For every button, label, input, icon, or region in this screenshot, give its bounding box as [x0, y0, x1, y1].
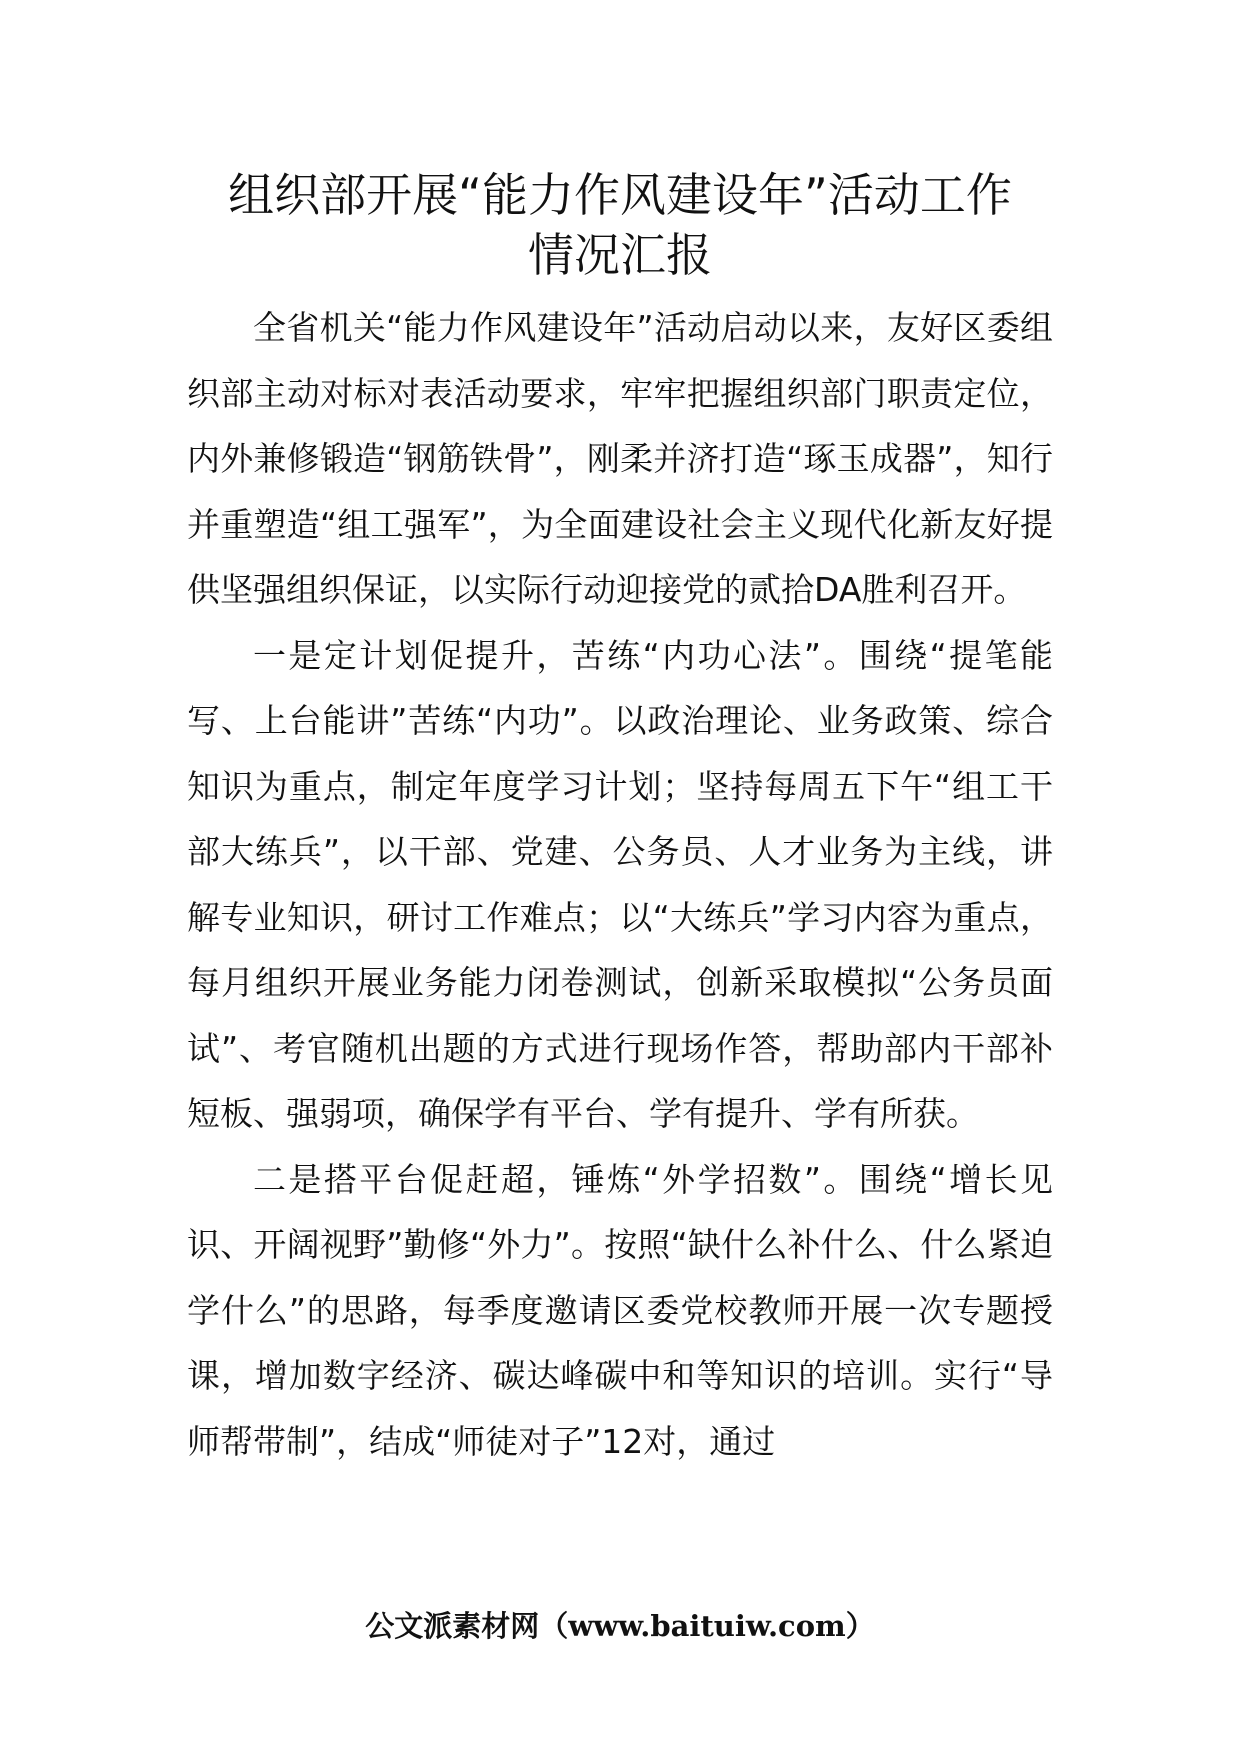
title-line-1: 组织部开展“能力作风建设年”活动工作	[228, 168, 1012, 222]
title-line-2: 情况汇报	[528, 228, 712, 282]
paragraph-point-two: 二是搭平台促赶超，锤炼“外学招数”。围绕“增长见识、开阔视野”勤修“外力”。按照“缺什么补什么、什么紧迫学什么”的思路，每季度邀请区委党校教师开展一次专题授课，增加数字经济、碳达峰碳中和等知识的培训。实行“导师帮带制”，结成“师徒对子”12对，通过	[187, 1159, 1053, 1461]
footer-watermark: 公文派素材网（www.baituiw.com）	[365, 1609, 875, 1643]
document-title	[150, 165, 1090, 285]
document-body	[187, 295, 1053, 1474]
paragraph-point-one: 一是定计划促提升，苦练“内功心法”。围绕“提笔能写、上台能讲”苦练“内功”。以政治理论、业务政策、综合知识为重点，制定年度学习计划；坚持每周五下午“组工干部大练兵”，以干部、党建、公务员、人才业务为主线，讲解专业知识，研讨工作难点；以“大练兵”学习内容为重点，每月组织开展业务能力闭卷测试，创新采取模拟“公务员面试”、考官随机出题的方式进行现场作答，帮助部内干部补短板、强弱项，确保学有平台、学有提升、学有所获。	[187, 635, 1053, 1133]
paragraph-intro: 全省机关“能力作风建设年”活动启动以来，友好区委组织部主动对标对表活动要求，牢牢把握组织部门职责定位，内外兼修锻造“钢筋铁骨”，刚柔并济打造“琢玉成器”，知行并重塑造“组工强军”，为全面建设社会主义现代化新友好提供坚强组织保证，以实际行动迎接党的贰拾DA胜利召开。	[187, 308, 1053, 609]
